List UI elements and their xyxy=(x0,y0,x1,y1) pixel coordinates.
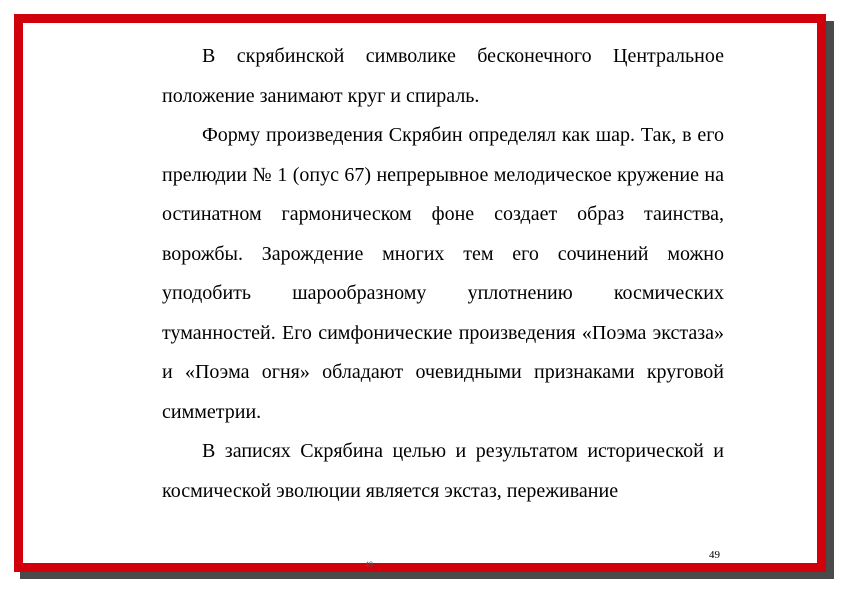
text-body xyxy=(162,37,724,511)
paragraph-2: Форму произведения Скрябин определял как шар. Так, в его прелюдии № 1 (опус 67) непрерывное мелодическое кружение на остинатном гармоническом фоне создает образ таинства, ворожбы. Зарождение многих тем его сочинений можно уподобить шарообразному уплотнению космических туманностей. Его симфонические произведения «Поэма экстаза» и «Поэма огня» обладают очевидными признаками круговой симметрии. xyxy=(162,124,724,423)
paragraph-3: В записях Скрябина целью и результатом исторической и космической эволюции является экстаз, переживание xyxy=(162,440,724,502)
page-number: 49 xyxy=(709,549,720,561)
page-number-footer: 49 xyxy=(365,560,373,569)
paragraph-1: В скрябинской символике бесконечного Центральное положение занимают круг и спираль. xyxy=(162,45,724,107)
